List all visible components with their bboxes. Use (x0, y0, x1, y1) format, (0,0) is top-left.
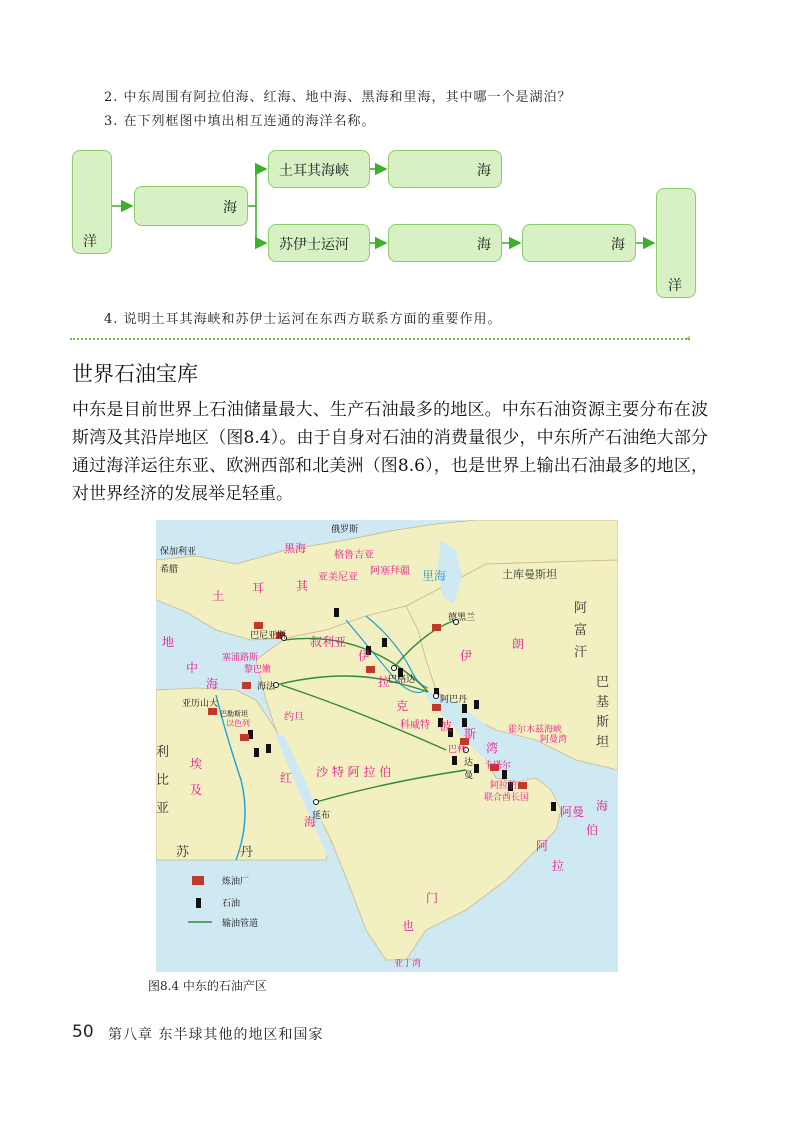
ocean-right-label: 洋 (668, 278, 682, 294)
map-label-egypt-2: 及 (190, 783, 203, 797)
question-3: 3. 在下列框图中填出相互连通的海洋名称。 (104, 114, 376, 129)
map-label-med-1: 地 (162, 635, 175, 649)
map-label-arabian-sea-2: 拉 (552, 859, 565, 873)
map-label-red-sea-2: 海 (304, 815, 317, 829)
map-label-israel: 以色列 (226, 719, 250, 728)
map-label-libya-1: 利 (156, 745, 170, 760)
map-label-palestine: 巴勒斯坦 (220, 710, 248, 718)
map-label-black-sea: 黑海 (284, 542, 306, 555)
map-label-uae-1: 阿拉伯 (490, 781, 518, 791)
legend-oil: 石油 (222, 899, 241, 909)
map-label-pakistan-4: 坦 (596, 735, 610, 750)
map-label-arabian-sea-1: 阿 (536, 839, 549, 853)
map-label-med-3: 海 (206, 677, 219, 691)
map-label-syria: 叙利亚 (310, 635, 347, 649)
section-title: 世界石油宝库 (72, 362, 198, 386)
map-label-azerbaijan: 阿塞拜疆 (370, 566, 410, 577)
figure-caption: 图8.4 中东的石油产区 (148, 979, 267, 993)
map-label-caspian-sea: 里海 (422, 569, 447, 583)
map-label-iran-1: 伊 (460, 649, 473, 663)
map-label-yemen-2: 门 (426, 891, 439, 905)
map-label-lebanon: 黎巴嫩 (244, 665, 272, 675)
map-label-libya-2: 比 (156, 773, 170, 788)
map-label-afghanistan-1: 阿 (574, 601, 588, 616)
map-label-kuwait: 科威特 (400, 720, 430, 731)
map-label-sudan-1: 苏 (176, 845, 190, 860)
map-label-baghdad: 巴格达 (388, 675, 416, 685)
map-label-greece: 希腊 (160, 565, 179, 575)
map-label-afghanistan-2: 富 (574, 623, 588, 638)
suez-canal-label: 苏伊士运河 (279, 237, 349, 253)
map-label-libya-3: 亚 (156, 801, 170, 816)
map-label-banias: 巴尼亚斯 (250, 631, 287, 641)
map-label-georgia: 格鲁吉亚 (334, 550, 374, 561)
question-4: 4. 说明土耳其海峡和苏伊士运河在东西方联系方面的重要作用。 (104, 312, 502, 327)
sea-first-label: 海 (223, 200, 237, 216)
map-label-alexandria: 亚历山大 (182, 699, 219, 709)
map-label-turkey-3: 其 (296, 579, 309, 593)
map-label-uae-2: 联合酋长国 (484, 793, 530, 803)
map-label-gulf-1: 波 (440, 719, 453, 733)
sea-mid-label: 海 (477, 237, 491, 253)
map-label-iraq-2: 拉 (378, 675, 391, 689)
map-label-oman: 阿曼 (560, 805, 585, 819)
map-label-gulf-2: 斯 (464, 727, 477, 741)
map-label-afghanistan-3: 汗 (574, 645, 588, 660)
map-label-arabian-sea-3: 伯 (586, 823, 599, 837)
map-label-tehran: 德黑兰 (448, 613, 476, 623)
page-number: 50 (72, 1022, 94, 1042)
map-label-turkey-1: 土 (212, 589, 225, 603)
map-label-abadan: 阿巴丹 (440, 695, 468, 705)
map-label-arabian-sea-4: 海 (596, 799, 609, 813)
map-label-iran-2: 朗 (512, 637, 525, 651)
map-label-yemen-1: 也 (402, 919, 415, 933)
map-label-saudi: 沙 特 阿 拉 伯 (316, 765, 392, 779)
turkish-strait-label: 土耳其海峡 (279, 163, 349, 179)
map-label-gulf-aden: 亚丁湾 (394, 959, 422, 969)
map-label-iraq-3: 克 (396, 699, 409, 713)
flowchart-arrows (0, 0, 800, 330)
map-label-cyprus: 塞浦路斯 (222, 653, 259, 663)
map-label-egypt-1: 埃 (190, 757, 203, 771)
map-label-oman-gulf: 阿曼湾 (540, 735, 568, 745)
sea-top-label: 海 (477, 163, 491, 179)
dotted-divider (70, 338, 690, 340)
chapter-title: 第八章 东半球其他的地区和国家 (108, 1027, 324, 1043)
map-label-pakistan-3: 斯 (596, 715, 610, 730)
map-label-russia: 俄罗斯 (331, 525, 359, 535)
map-label-sudan-2: 丹 (240, 845, 254, 860)
sea-right-label: 海 (611, 237, 625, 253)
map-label-dhahran-2: 曼 (464, 771, 474, 781)
map-label-dhahran-1: 达 (464, 758, 474, 768)
section-paragraph: 中东是目前世界上石油储量最大、生产石油最多的地区。中东石油资源主要分布在波斯湾及其沿岸地区（图8.4）。由于自身对石油的消费量很少，中东所产石油绝大部分通过海洋运往东亚、欧洲西部和北美洲（图8.6），也是世界上输出石油最多的地区，对世界经济的发展举足轻重。 (72, 400, 708, 504)
question-2: 2. 中东周围有阿拉伯海、红海、地中海、黑海和里海，其中哪一个是湖泊？ (104, 90, 572, 105)
map-label-turkmenistan: 土库曼斯坦 (502, 568, 557, 581)
map-label-turkey-2: 耳 (252, 581, 265, 595)
map-label-iraq-1: 伊 (358, 649, 371, 663)
map-label-armenia: 亚美尼亚 (318, 572, 358, 583)
ocean-left-label: 洋 (83, 234, 97, 250)
map-label-red-sea-1: 红 (280, 771, 293, 785)
map-label-hormuz: 霍尔木兹海峡 (508, 725, 563, 735)
map-label-bulgaria: 保加利亚 (160, 547, 197, 557)
map-label-gulf-3: 湾 (486, 741, 499, 755)
map-label-jordan: 约旦 (284, 712, 304, 723)
divider-end-icon: ‹ (686, 331, 691, 345)
map-label-med-2: 中 (186, 661, 199, 675)
map-label-qatar: 卡塔尔 (484, 761, 512, 771)
map-label-yanbu: 延布 (312, 811, 331, 821)
legend-refinery: 炼油厂 (222, 877, 250, 887)
legend-pipeline: 输油管道 (222, 919, 259, 929)
map-label-haifa: 海法 (257, 682, 276, 692)
middle-east-oil-map (156, 520, 618, 972)
map-label-pakistan-2: 基 (596, 695, 610, 710)
map-label-bahrain: 巴林 (448, 745, 467, 755)
map-label-pakistan-1: 巴 (596, 675, 610, 690)
